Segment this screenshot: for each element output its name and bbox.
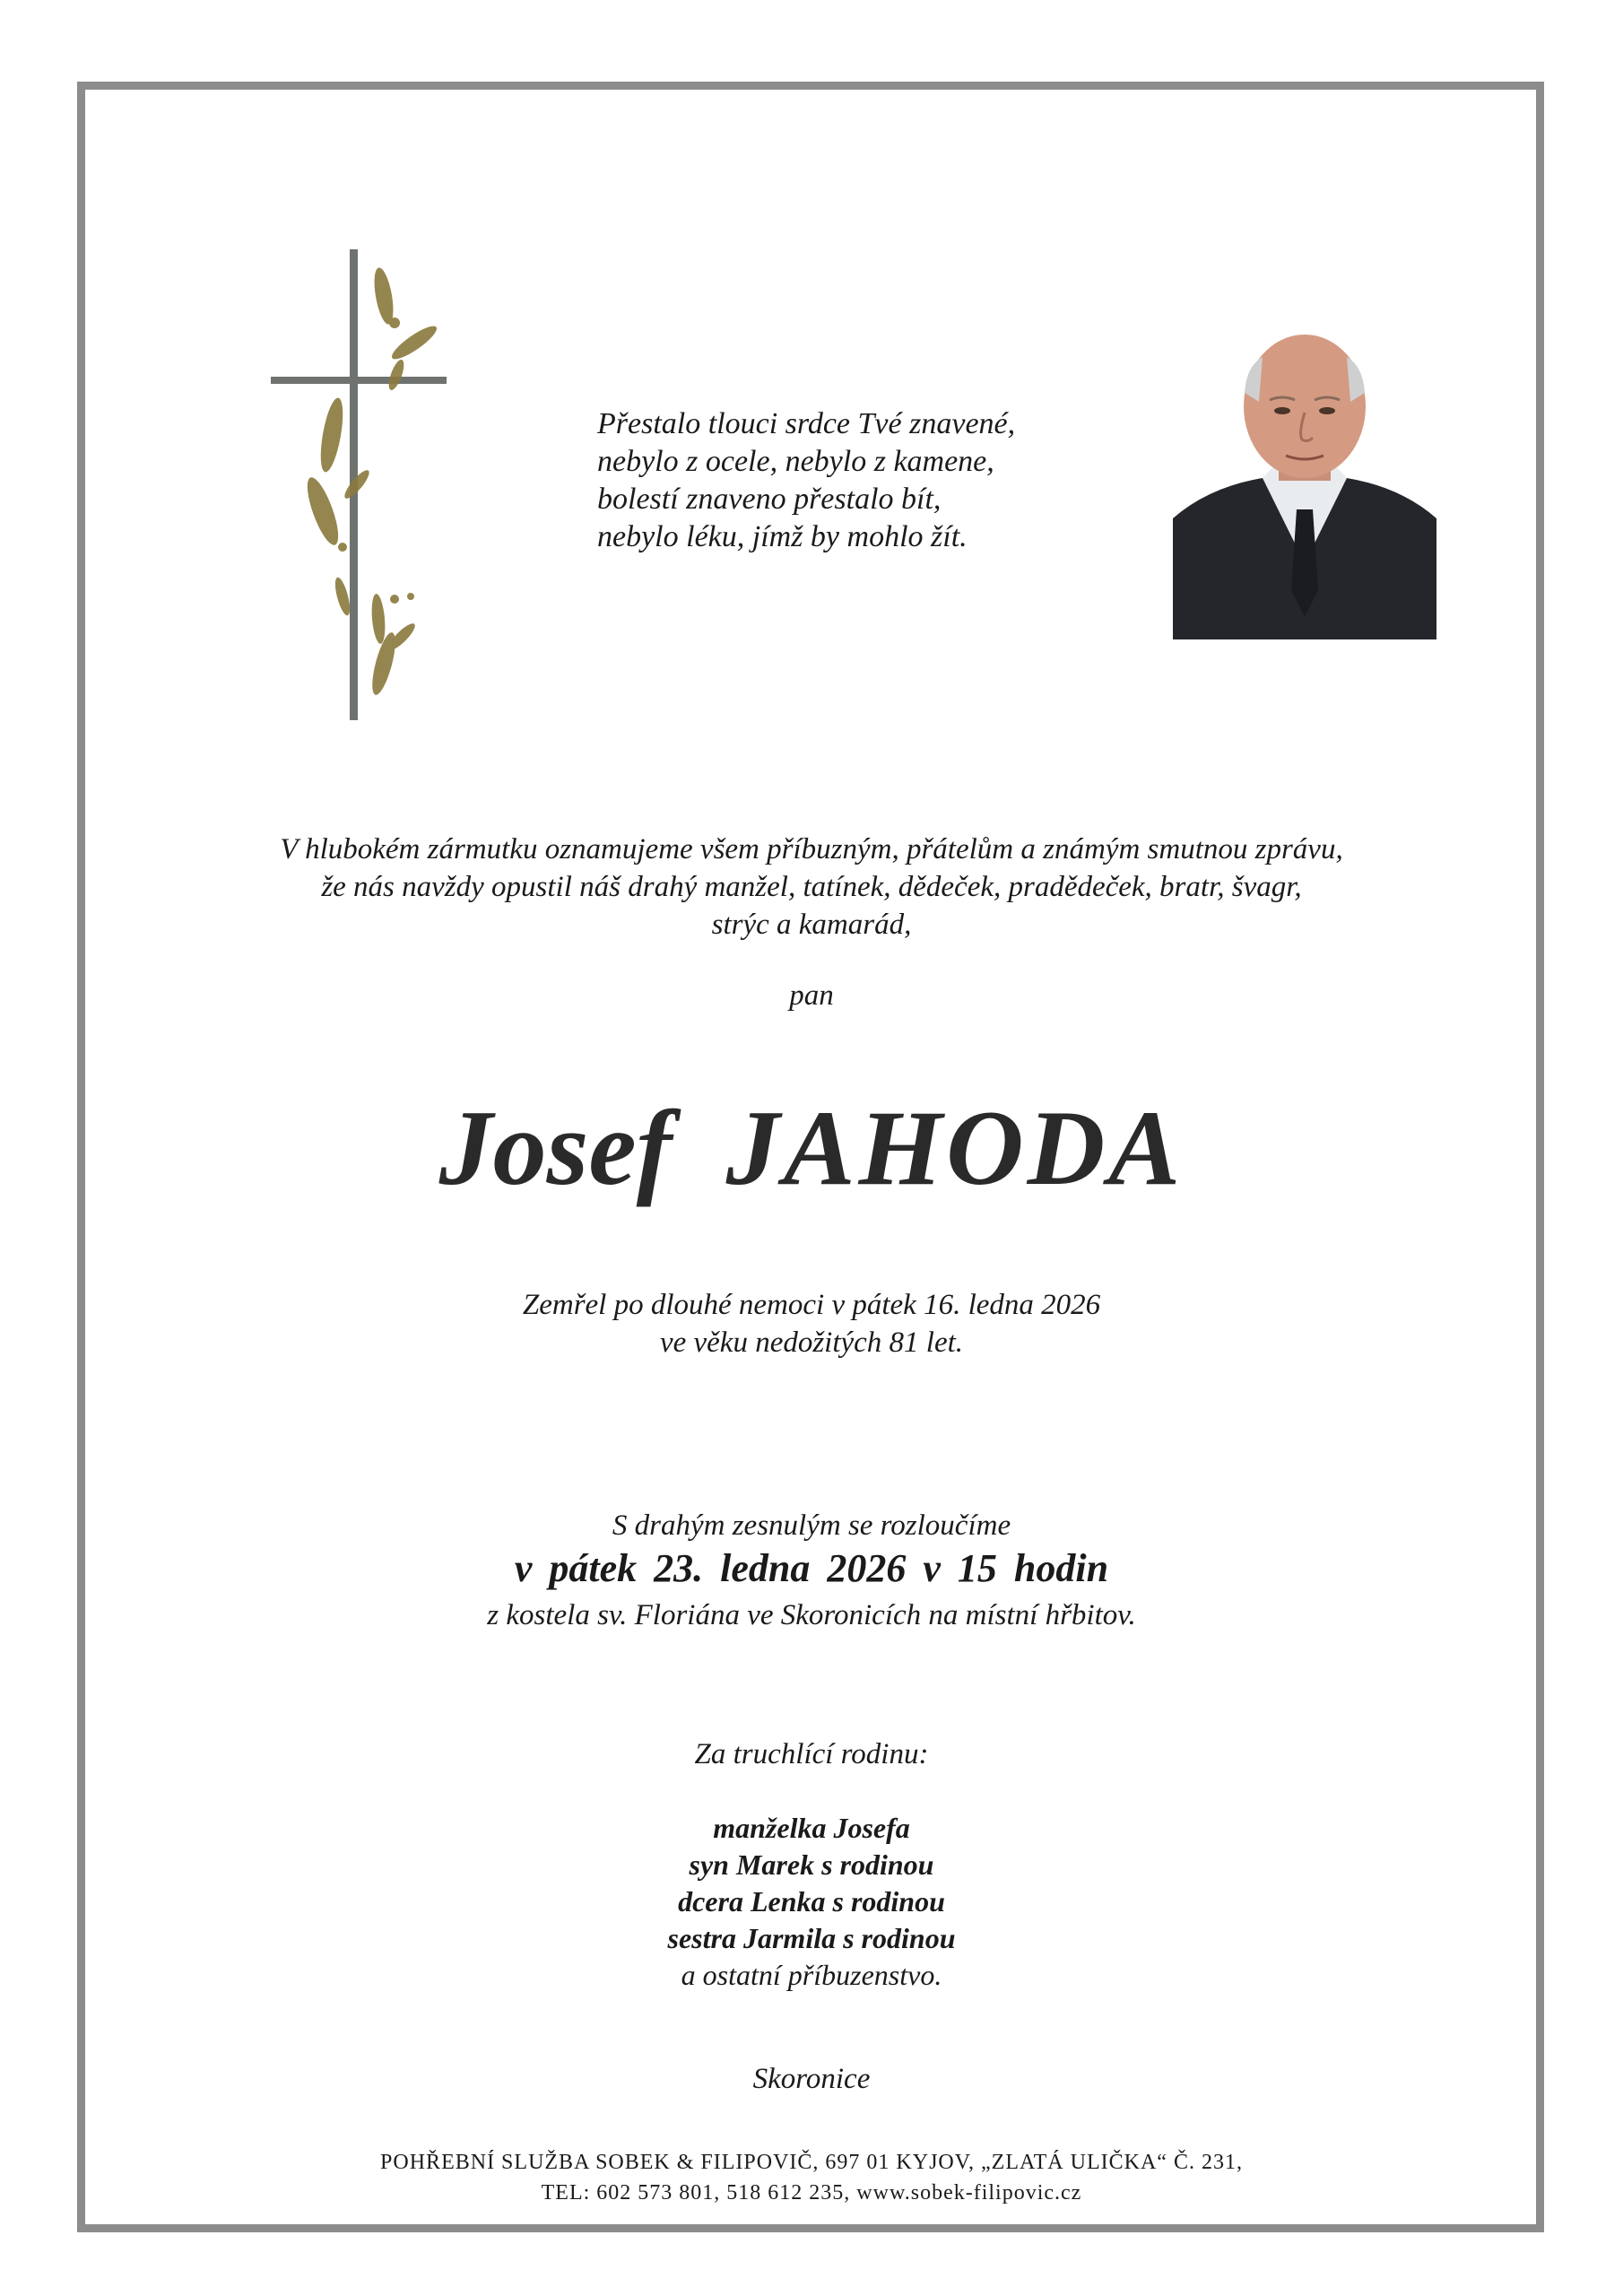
salutation: pan — [789, 979, 834, 1012]
surname: JAHODA — [725, 1088, 1185, 1207]
intro-line: že nás navždy opustil náš drahý manžel, tatínek, dědeček, pradědeček, bratr, švagr, — [321, 871, 1302, 903]
place-name: Skoronice — [752, 2063, 871, 2095]
cross-with-leaves-icon — [260, 242, 466, 726]
first-name: Josef — [438, 1088, 673, 1207]
poem — [597, 405, 1099, 556]
footer-contact: TEL: 602 573 801, 518 612 235, www.sobek-filipovic.cz — [541, 2181, 1082, 2205]
farewell-date-text: v pátek 23. ledna 2026 v 15 hodin — [514, 1546, 1109, 1590]
farewell-date — [0, 1544, 1623, 1593]
intro-line: strýc a kamarád, — [711, 909, 912, 941]
farewell-intro: S drahým zesnulým se rozloučíme — [612, 1509, 1011, 1542]
death-notice — [0, 1286, 1623, 1361]
poem-line: nebylo z ocele, nebylo z kamene, — [597, 445, 994, 478]
family-others: a ostatní příbuzenstvo. — [681, 1959, 942, 1991]
family-member: sestra Jarmila s rodinou — [667, 1922, 956, 1954]
family-list — [0, 1810, 1623, 1994]
funeral-service-footer — [0, 2147, 1623, 2208]
family-member: syn Marek s rodinou — [689, 1848, 934, 1881]
farewell-place: z kostela sv. Floriána ve Skoronicích na místní hřbitov. — [487, 1599, 1136, 1631]
death-notice-line: Zemřel po dlouhé nemoci v pátek 16. ledna 2026 — [522, 1289, 1101, 1321]
death-notice-line: ve věku nedožitých 81 let. — [659, 1326, 964, 1359]
footer-address: POHŘEBNÍ SLUŽBA SOBEK & FILIPOVIČ, 697 01 KYJOV, „ZLATÁ ULIČKA“ Č. 231, — [380, 2151, 1243, 2174]
poem-line: Přestalo tlouci srdce Tvé znavené, — [597, 407, 1016, 440]
poem-line: nebylo léku, jímž by mohlo žít. — [597, 520, 968, 553]
family-member: dcera Lenka s rodinou — [678, 1885, 945, 1918]
deceased-name — [0, 1085, 1623, 1211]
mourners-title: Za truchlící rodinu: — [694, 1738, 929, 1770]
family-member: manželka Josefa — [713, 1812, 910, 1844]
poem-line: bolestí znaveno přestalo bít, — [597, 483, 942, 516]
announcement-intro — [0, 831, 1623, 944]
portrait-photo — [1173, 330, 1436, 639]
intro-line: V hlubokém zármutku oznamujeme všem příbuzným, přátelům a známým smutnou zprávu, — [280, 833, 1343, 865]
